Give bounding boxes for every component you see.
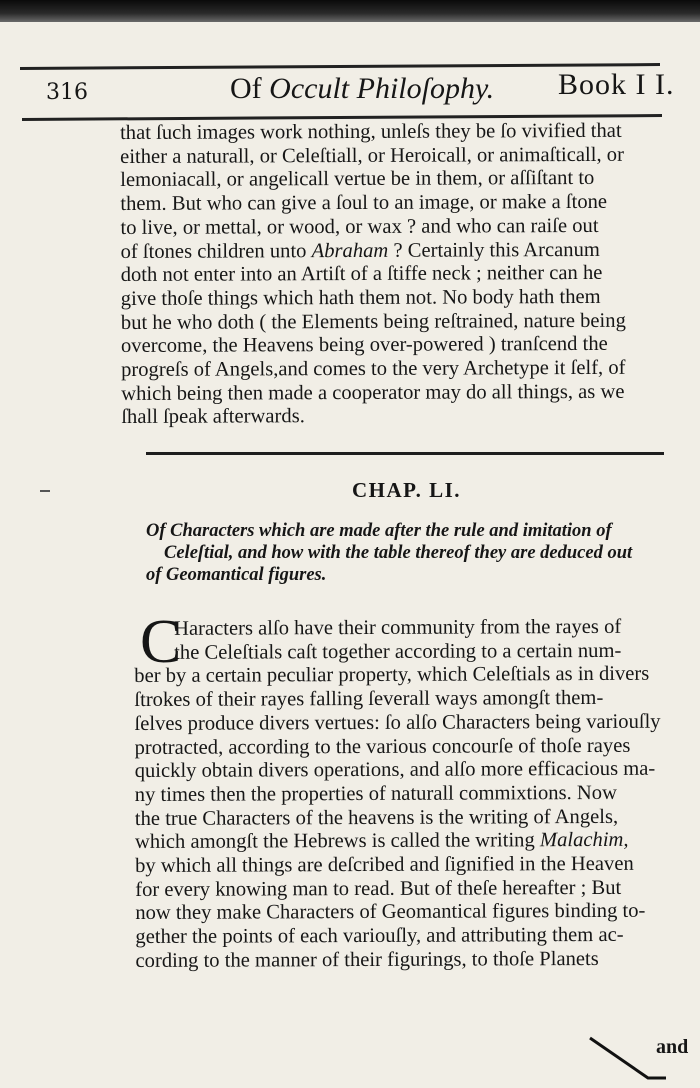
italic-name-malachim: Malachim, <box>539 829 629 852</box>
drop-cap: C <box>140 608 182 676</box>
running-head <box>230 72 494 106</box>
chapter-summary <box>146 520 686 586</box>
text-line: protracted, according to the various concourſe of thoſe rayes <box>134 734 631 759</box>
summary-line: Of Characters which are made after the rule and imitation of <box>146 521 612 541</box>
text-line: gether the points of each variouſly, and attributing them ac- <box>135 924 624 949</box>
text-line: give thoſe things which hath them not. No body hath them <box>120 285 601 310</box>
book-label: Book I I. <box>558 68 675 101</box>
chapter-title: CHAP. LI. <box>352 478 461 502</box>
text-segment: of ſtones children unto <box>120 239 307 263</box>
text-line: Haracters alſo have their community from the rayes of <box>173 615 622 640</box>
text-line: the Celeſtials caſt together according to a certain num- <box>174 639 622 664</box>
running-head-title: Occult Philoſophy. <box>269 72 495 105</box>
text-line: ſtrokes of their rayes falling ſeverall ways amongſt them- <box>134 687 604 712</box>
italic-name-abraham: Abraham <box>311 239 389 262</box>
text-segment: ? Certainly this Arcanum <box>393 238 600 262</box>
text-line: now they make Characters of Geomantical figures binding to- <box>135 900 646 925</box>
text-line <box>135 829 690 855</box>
page-number: 316 <box>46 80 88 105</box>
text-line: them. But who can give a ſoul to an image, or make a ſtone <box>120 190 608 216</box>
text-line: either a naturall, or Celeſtiall, or Heroicall, or animaſticall, or <box>120 143 624 168</box>
scan-edge-shadow <box>0 0 700 22</box>
running-head-of: Of <box>230 72 262 105</box>
chapter-paragraph <box>134 616 691 974</box>
text-line: overcome, the Heavens being over-powered ) tranſcend the <box>120 333 608 358</box>
text-line: cording to the manner of their figurings, to thoſe Planets <box>135 947 599 972</box>
text-segment: which amongſt the Hebrews is called the writing <box>134 829 535 854</box>
summary-line: of Geomantical figures. <box>146 565 327 585</box>
text-line: quickly obtain divers operations, and alſo more efficacious ma- <box>134 757 656 783</box>
summary-line: Celeſtial, and how with the table thereof they are deduced out <box>164 543 633 563</box>
text-line: ny times then the properties of naturall commixtions. Now <box>134 781 617 806</box>
paragraph-continued <box>120 120 681 431</box>
text-line: to live, or mettal, or wood, or wax ? and who can raiſe out <box>120 214 599 239</box>
text-line: ſhall ſpeak afterwards. <box>121 405 305 429</box>
text-line: ſelves produce divers vertues: ſo alſo Characters being variouſly <box>134 710 661 735</box>
text-line <box>121 238 681 264</box>
margin-mark <box>40 490 50 492</box>
catchword: and <box>656 1036 689 1058</box>
text-line: ber by a certain peculiar property, which Celeſtials as in divers <box>134 663 650 688</box>
text-line: progreſs of Angels,and comes to the very Archetype it ſelf, of <box>121 356 626 382</box>
chapter-rule <box>146 452 664 455</box>
text-line: but he who doth ( the Elements being reſtrained, nature being <box>120 309 626 334</box>
text-line: for every knowing man to read. But of theſe hereafter ; But <box>135 876 622 901</box>
text-line: lemoniacall, or angelicall vertue be in them, or aſſiſtant to <box>120 167 595 192</box>
text-line: by which all things are deſcribed and ſignified in the Heaven <box>135 852 634 878</box>
page-corner-mark <box>588 1030 668 1080</box>
text-line: the true Characters of the heavens is the writing of Angels, <box>134 805 619 830</box>
text-line: doth not enter into an Artiſt of a ſtiffe neck ; neither can he <box>120 262 603 287</box>
text-line: which being then made a cooperator may do all things, as we <box>121 380 625 405</box>
text-line: that ſuch images work nothing, unleſs they be ſo vivified that <box>120 119 622 144</box>
